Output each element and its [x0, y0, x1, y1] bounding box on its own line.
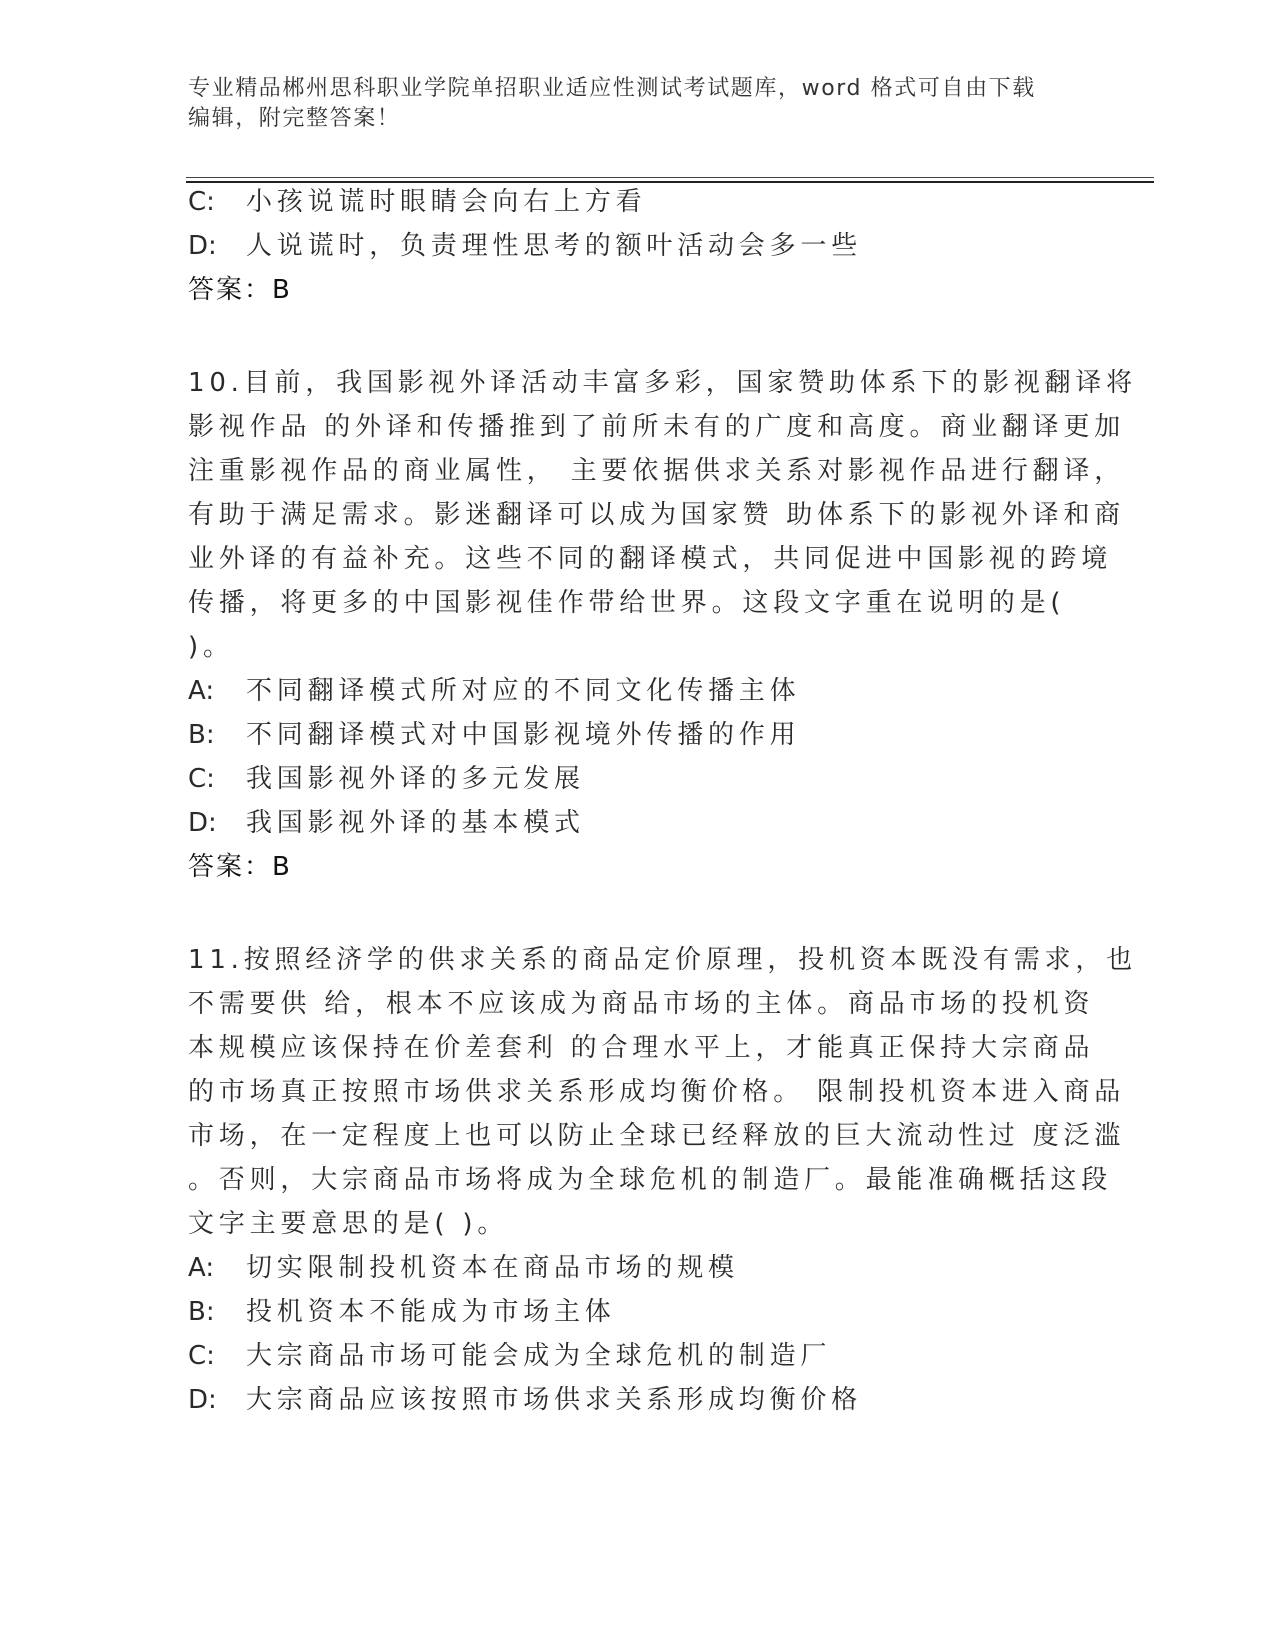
option-c	[188, 759, 585, 799]
answer: 答案：B	[188, 852, 292, 882]
option-letter: C:	[188, 764, 215, 794]
option-letter: D:	[188, 231, 217, 261]
question-10-line: 10.目前，我国影视外译活动丰富多彩，国家赞助体系下的影视翻译将	[188, 368, 1137, 398]
header-divider-thin	[186, 177, 1154, 178]
option-text: 不同翻译模式所对应的不同文化传播主体	[246, 676, 801, 706]
option-text: 小孩说谎时眼睛会向右上方看	[246, 187, 647, 217]
option-letter: C:	[188, 187, 215, 217]
option-text: 不同翻译模式对中国影视境外传播的作用	[246, 720, 801, 750]
question-11-line: 。否则，大宗商品市场将成为全球危机的制造厂。最能准确概括这段	[188, 1165, 1113, 1195]
option-text: 切实限制投机资本在商品市场的规模	[246, 1253, 739, 1283]
question-11-line: 文字主要意思的是( )。	[188, 1209, 509, 1239]
page-header	[188, 74, 1068, 134]
question-11-line: 市场，在一定程度上也可以防止全球已经释放的巨大流动性过 度泛滥	[188, 1121, 1126, 1151]
option-text: 我国影视外译的基本模式	[246, 808, 585, 838]
option-letter: A:	[188, 1253, 215, 1283]
option-text: 大宗商品应该按照市场供求关系形成均衡价格	[246, 1385, 863, 1415]
question-11-line: 不需要供 给，根本不应该成为商品市场的主体。商品市场的投机资	[188, 989, 1095, 1019]
option-c	[188, 1336, 831, 1376]
option-d	[188, 1380, 862, 1420]
option-a	[188, 1248, 739, 1288]
question-10-line: 业外译的有益补充。这些不同的翻译模式，共同促进中国影视的跨境	[188, 544, 1113, 574]
option-letter: D:	[188, 1385, 217, 1415]
option-letter: B:	[188, 720, 215, 750]
question-10-line: 传播，将更多的中国影视佳作带给世界。这段文字重在说明的是(	[188, 588, 1066, 618]
question-11-line: 本规模应该保持在价差套利 的合理水平上，才能真正保持大宗商品	[188, 1033, 1095, 1063]
option-a	[188, 671, 800, 711]
option-text: 投机资本不能成为市场主体	[246, 1297, 616, 1327]
header-line-1: 专业精品郴州思科职业学院单招职业适应性测试考试题库，word 格式可自由下载	[188, 76, 1036, 101]
option-d	[188, 803, 585, 843]
option-text: 我国影视外译的多元发展	[246, 764, 585, 794]
question-10-line: 有助于满足需求。影迷翻译可以成为国家赞 助体系下的影视外译和商	[188, 500, 1126, 530]
option-text: 大宗商品市场可能会成为全球危机的制造厂	[246, 1341, 832, 1371]
option-b	[188, 715, 800, 755]
option-letter: C:	[188, 1341, 215, 1371]
option-letter: D:	[188, 808, 217, 838]
header-line-2: 编辑，附完整答案！	[188, 106, 401, 131]
question-10-line: 影视作品 的外译和传播推到了前所未有的广度和高度。商业翻译更加	[188, 412, 1126, 442]
option-c	[188, 182, 646, 222]
option-letter: B:	[188, 1297, 215, 1327]
question-11-line: 的市场真正按照市场供求关系形成均衡价格。 限制投机资本进入商品	[188, 1077, 1126, 1107]
option-letter: A:	[188, 676, 215, 706]
option-text: 人说谎时，负责理性思考的额叶活动会多一些	[246, 231, 863, 261]
question-10-line: )。	[188, 632, 234, 662]
answer: 答案：B	[188, 275, 292, 305]
question-11-line: 11.按照经济学的供求关系的商品定价原理，投机资本既没有需求，也	[188, 945, 1137, 975]
option-d	[188, 226, 862, 266]
question-10-line: 注重影视作品的商业属性， 主要依据供求关系对影视作品进行翻译，	[188, 456, 1126, 486]
option-b	[188, 1292, 616, 1332]
